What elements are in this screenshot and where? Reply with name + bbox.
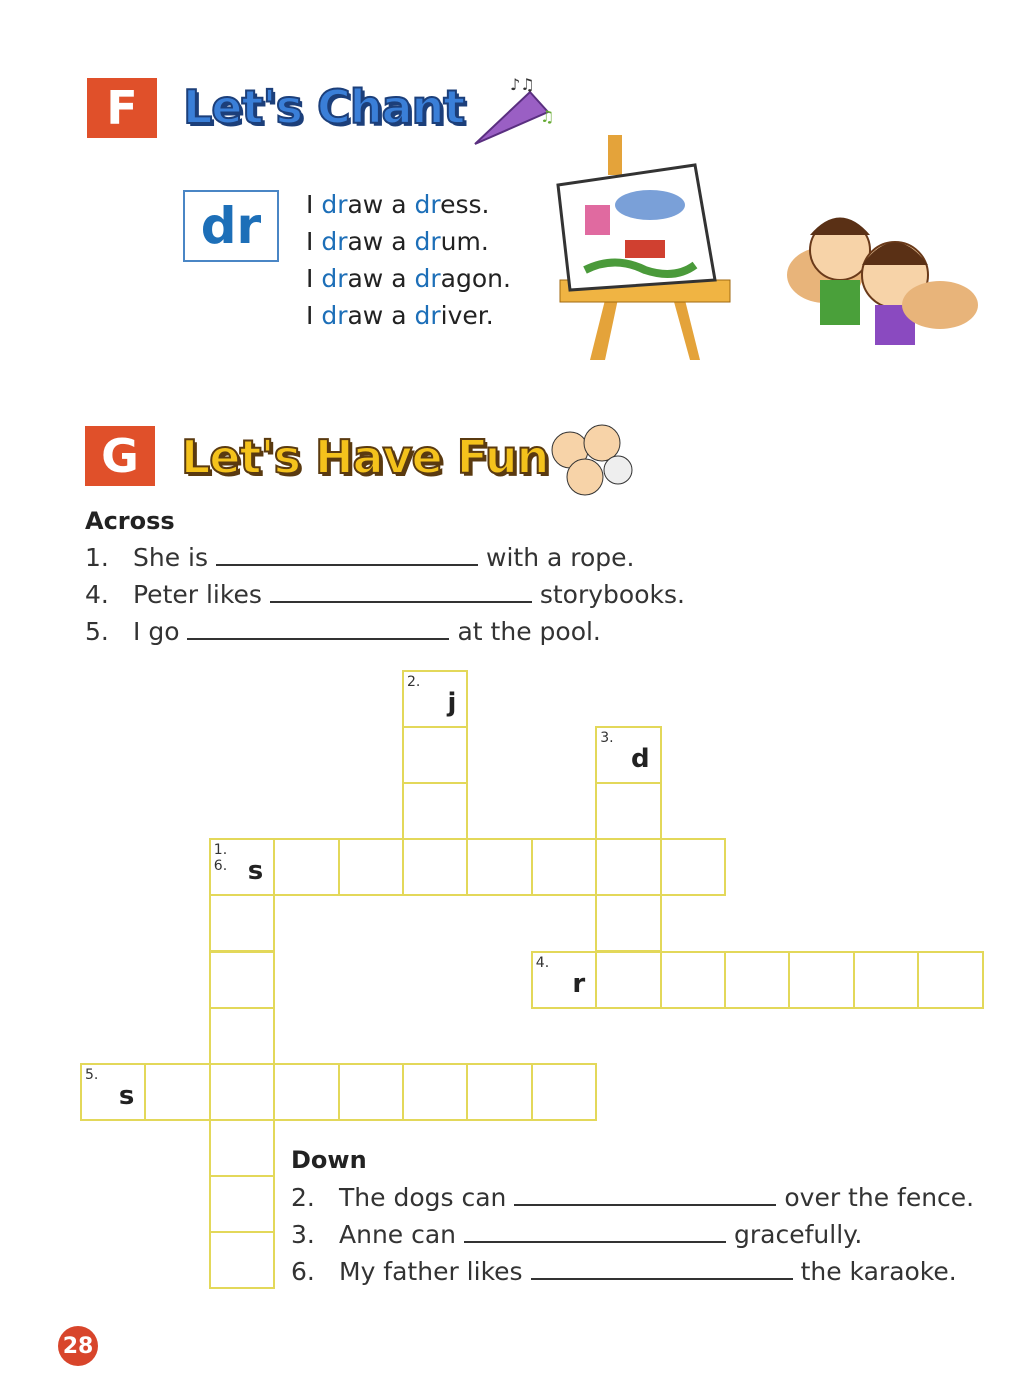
clue-across [85,580,685,609]
across-heading: Across [85,507,175,535]
highlighted-blend: dr [414,227,441,256]
highlighted-blend: dr [414,190,441,219]
answer-blank[interactable] [187,637,449,640]
crossword-cell[interactable] [531,951,597,1009]
chant-text: ess. [440,190,490,219]
clue-text: with a rope. [486,543,635,572]
svg-text:♫: ♫ [540,107,555,126]
given-letter: s [118,1080,135,1111]
highlighted-blend: dr [414,264,441,293]
crossword-cell[interactable] [80,1063,146,1121]
crossword-cell[interactable] [338,1063,404,1121]
highlighted-blend: dr [321,301,348,330]
crossword-cell[interactable] [595,726,661,784]
crossword-cell[interactable] [853,951,919,1009]
chant-text: aw a [347,301,415,330]
clue-number: 5. [85,1066,99,1083]
crossword-cell[interactable] [595,951,661,1009]
easel-illustration [550,130,735,365]
answer-blank[interactable] [464,1240,726,1243]
chant-text: I [306,264,322,293]
clue-number: 2. [407,674,421,690]
section-f-title: Let's Chant [183,80,465,134]
section-g-badge: G [85,426,155,486]
kids-painting-illustration [770,205,985,355]
chant-text: agon. [440,264,511,293]
clue-text: gracefully. [734,1220,863,1249]
crossword-cell[interactable] [660,838,726,896]
crossword-cell[interactable] [531,1063,597,1121]
page-number: 28 [58,1326,98,1366]
highlighted-blend: dr [321,190,348,219]
clue-down [291,1220,862,1249]
clue-text: storybooks. [539,580,685,609]
answer-blank[interactable] [514,1203,776,1206]
crossword-cell[interactable] [917,951,983,1009]
given-letter: d [630,744,650,775]
chant-line [306,186,511,223]
chant-text: I [306,190,322,219]
chant-text: iver. [440,301,494,330]
clue-text: the karaoke. [800,1257,957,1286]
crossword-cell[interactable] [209,1063,275,1121]
answer-blank[interactable] [216,563,478,566]
phonics-box: dr [183,190,279,262]
crossword-cell[interactable] [595,838,661,896]
clue-number: 2. [291,1183,315,1212]
answer-blank[interactable] [270,600,532,603]
crossword-cell[interactable] [209,1007,275,1065]
clue-text: over the fence. [784,1183,975,1212]
given-letter: r [572,968,586,999]
crossword-cell[interactable] [209,838,275,896]
crossword-cell[interactable] [273,838,339,896]
crossword-cell[interactable] [402,838,468,896]
crossword-cell[interactable] [660,951,726,1009]
down-heading: Down [291,1146,367,1174]
crossword-cell[interactable] [209,894,275,952]
crossword-cell[interactable] [209,1119,275,1177]
crossword-cell[interactable] [209,1231,275,1289]
clue-number: 1. [85,543,109,572]
given-letter: s [247,856,264,887]
clue-number: 1. 6. [213,842,228,875]
clue-number: 5. [85,617,109,646]
clue-text: at the pool. [457,617,601,646]
clue-text: My father likes [339,1257,523,1286]
crossword-cell[interactable] [466,1063,532,1121]
crossword-cell[interactable] [466,838,532,896]
clue-text: She is [133,543,209,572]
chant-lines [306,186,511,334]
crossword-cell[interactable] [595,782,661,840]
clue-across [85,543,635,572]
crossword-cell[interactable] [338,838,404,896]
section-g-title: Let's Have Fun [181,430,549,484]
clue-number: 3. [291,1220,315,1249]
clue-text: I go [133,617,180,646]
clue-down [291,1183,974,1212]
crossword-cell[interactable] [402,726,468,784]
svg-text:♪♫: ♪♫ [510,75,535,94]
crossword-cell[interactable] [788,951,854,1009]
clue-text: Peter likes [133,580,262,609]
chant-text: I [306,301,322,330]
chant-text: um. [440,227,489,256]
clue-number: 4. [85,580,109,609]
chant-line [306,297,511,334]
clue-number: 4. [535,954,550,971]
answer-blank[interactable] [531,1277,793,1280]
clue-number: 3. [600,730,614,747]
crossword-cell[interactable] [144,1063,210,1121]
crossword-cell[interactable] [273,1063,339,1121]
crossword-cell[interactable] [531,838,597,896]
highlighted-blend: dr [321,227,348,256]
clue-across [85,617,601,646]
crossword-cell[interactable] [724,951,790,1009]
highlighted-blend: dr [321,264,348,293]
clue-text: Anne can [339,1220,457,1249]
section-f-badge: F [87,78,157,138]
crossword-cell[interactable] [402,670,468,728]
highlighted-blend: dr [414,301,441,330]
clue-number: 6. [291,1257,315,1286]
clue-text: The dogs can [339,1183,507,1212]
crossword-cell[interactable] [209,1175,275,1233]
crossword-cell[interactable] [402,782,468,840]
crossword-cell[interactable] [209,951,275,1009]
chant-line [306,223,511,260]
chant-text: I [306,227,322,256]
kids-group-icon [540,415,635,500]
given-letter: j [447,688,457,719]
crossword-cell[interactable] [402,1063,468,1121]
crossword-cell[interactable] [595,894,661,952]
chant-text: aw a [347,190,415,219]
chant-text: aw a [347,264,415,293]
chant-text: aw a [347,227,415,256]
clue-down [291,1257,957,1286]
chant-line [306,260,511,297]
